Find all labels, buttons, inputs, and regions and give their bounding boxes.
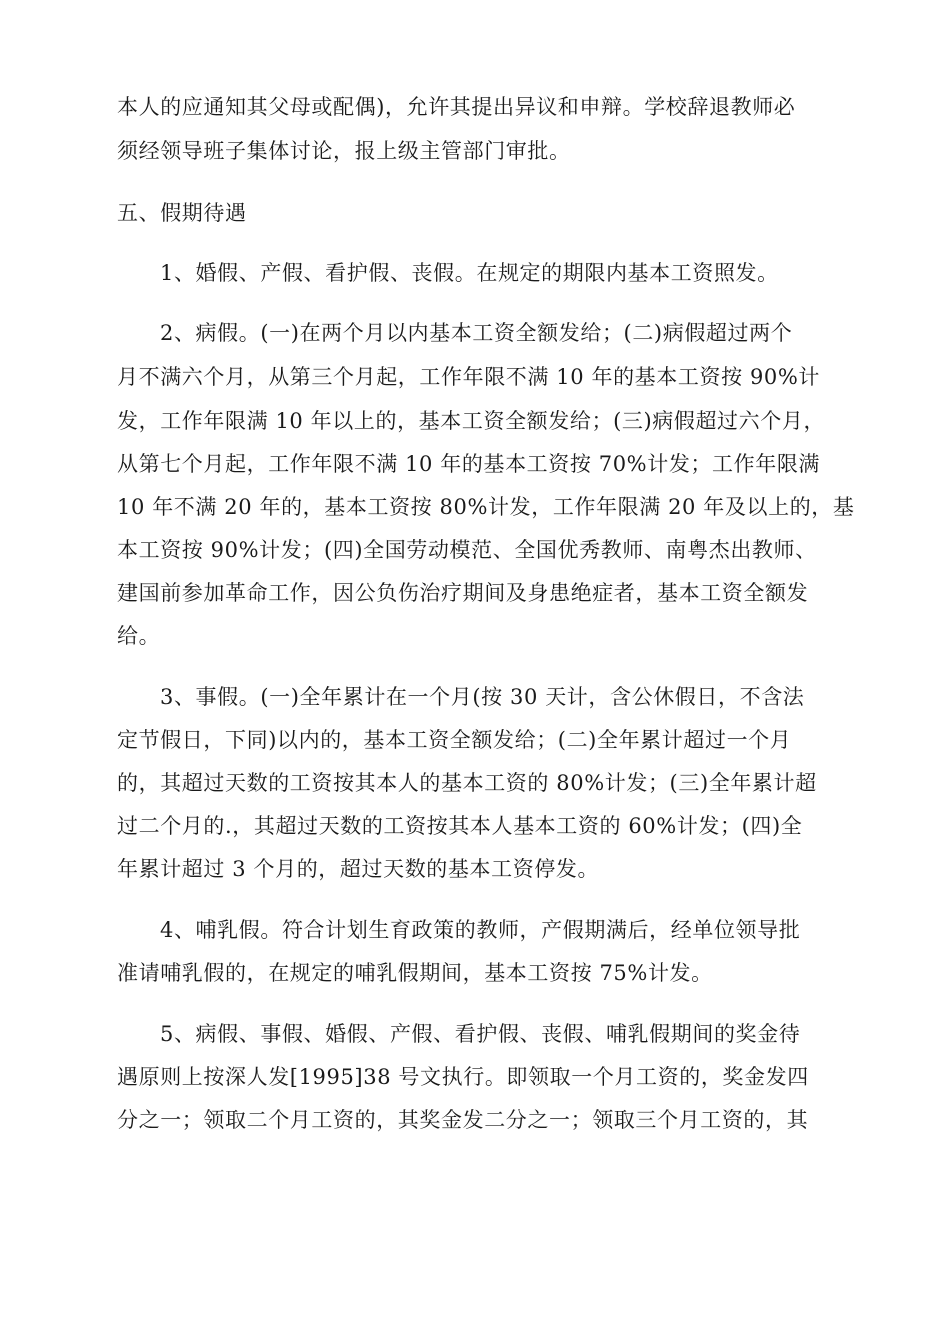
text-line: 须经领导班子集体讨论，报上级主管部门审批。: [117, 139, 571, 163]
paragraph-line: 准请哺乳假的，在规定的哺乳假期间，基本工资按 75%计发。: [117, 961, 713, 985]
paragraph-line: 给。: [117, 624, 161, 648]
paragraph-line: 遇原则上按深人发[1995]38 号文执行。即领取一个月工资的，奖金发四: [117, 1065, 809, 1089]
paragraph-line: 5、病假、事假、婚假、产假、看护假、丧假、哺乳假期间的奖金待: [160, 1022, 801, 1046]
paragraph-line: 3、事假。(一)全年累计在一个月(按 30 天计，含公休假日，不含法: [160, 685, 805, 709]
paragraph-line: 2、病假。(一)在两个月以内基本工资全额发给；(二)病假超过两个: [160, 321, 793, 345]
paragraph-line: 发，工作年限满 10 年以上的，基本工资全额发给；(三)病假超过六个月，: [117, 409, 826, 433]
paragraph-line: 4、哺乳假。符合计划生育政策的教师，产假期满后，经单位领导批: [160, 918, 801, 942]
paragraph-line: 过二个月的.，其超过天数的工资按其本人基本工资的 60%计发；(四)全: [117, 814, 803, 838]
paragraph-line: 从第七个月起，工作年限不满 10 年的基本工资按 70%计发；工作年限满: [117, 452, 821, 476]
paragraph-line: 本工资按 90%计发；(四)全国劳动模范、全国优秀教师、南粤杰出教师、: [117, 538, 817, 562]
paragraph-line: 月不满六个月，从第三个月起，工作年限不满 10 年的基本工资按 90%计: [117, 365, 821, 389]
text-line: 本人的应通知其父母或配偶)，允许其提出异议和申辩。学校辞退教师必: [117, 95, 796, 119]
paragraph-line: 建国前参加革命工作，因公负伤治疗期间及身患绝症者，基本工资全额发: [117, 581, 809, 605]
paragraph-line: 分之一；领取二个月工资的，其奖金发二分之一；领取三个月工资的，其: [117, 1108, 809, 1132]
paragraph-line: 1、婚假、产假、看护假、丧假。在规定的期限内基本工资照发。: [160, 261, 779, 285]
paragraph-line: 年累计超过 3 个月的，超过天数的基本工资停发。: [117, 857, 600, 881]
paragraph-line: 的，其超过天数的工资按其本人的基本工资的 80%计发；(三)全年累计超: [117, 771, 817, 795]
paragraph-line: 10 年不满 20 年的，基本工资按 80%计发，工作年限满 20 年及以上的，基: [117, 495, 855, 519]
paragraph-line: 定节假日，下同)以内的，基本工资全额发给；(二)全年累计超过一个月: [117, 728, 792, 752]
section-heading: 五、假期待遇: [117, 201, 247, 225]
